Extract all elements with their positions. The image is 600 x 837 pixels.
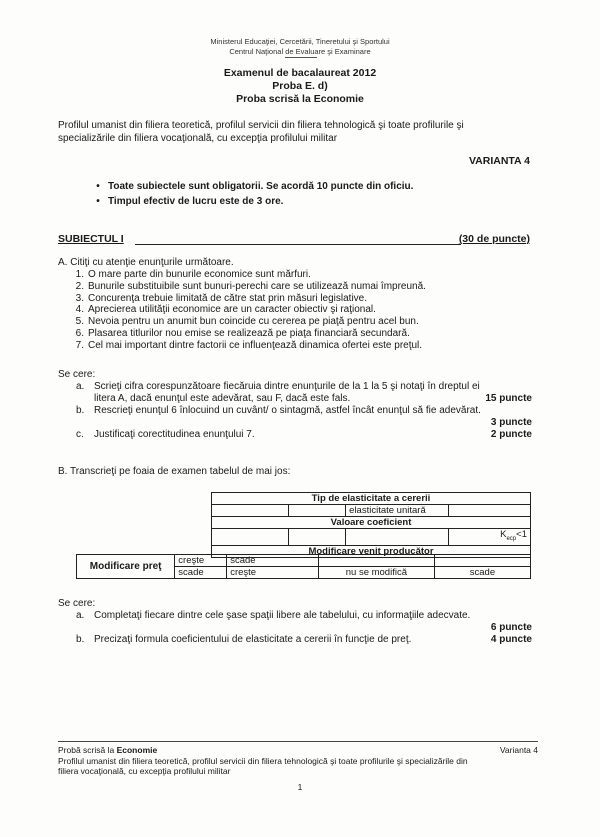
task-a-label: a. [76,381,85,392]
header-ministry: Ministerul Educaţiei, Cercetării, Tineretului şi Sportului [210,37,390,46]
header-center: Centrul Naţional de Evaluare şi Examinare [229,46,371,56]
table-row [212,529,531,546]
sectionB-tasks [58,610,532,646]
taskB-a-points: 6 puncte [490,622,532,633]
footer-divider [58,741,538,742]
sectionA-intro: A. Citiţi cu atenţie enunţurile următoare. [58,257,234,268]
table-cell-blank [212,505,289,517]
instruction-item: • Timpul efectiv de lucru este de 3 ore. [88,196,548,209]
task-c-points: 2 puncte [490,429,532,440]
taskB-a-label: a. [76,610,85,621]
task-c-line1: Justificaţi corectitudinea enunţului 7. [94,429,255,440]
sectionB-intro: B. Transcrieţi pe foaia de examen tabelul de mai jos: [58,466,291,477]
table-row-head-pret: Modificare preţ [77,555,175,579]
table-cell-blank [212,529,289,546]
instruction-item: • Toate subiectele sunt obligatorii. Se acordă 10 puncte din oficiu. [88,181,548,194]
table-cell-blank [346,529,449,546]
statement-item: 7. Cel mai important dintre factorii ce influenţează dinamica ofertei este preţul. [75,339,423,351]
variant-label: VARIANTA 4 [468,155,530,167]
taskB-a-line1: Completaţi fiecare dintre cele şase spaţii libere ale tabelului, cu informaţiile adecvate. [94,610,471,621]
exam-title: Examenul de bacalaureat 2012 [223,67,377,79]
bullet-icon: • [96,195,100,207]
table-cell: scade [227,555,319,567]
task-b-line1: Rescrieţi enunţul 6 înlocuind un cuvânt/ o sintagmă, astfel încât enunţul să fie adevărat. [94,405,481,416]
sectionA-statements [70,269,426,352]
table-cell [434,555,530,567]
bullet-icon: • [96,181,100,192]
instructions-list [88,181,548,208]
exam-subject: Proba scrisă la Economie [236,93,364,105]
table-row [212,493,531,505]
statement-item: 6. Plasarea titlurilor nou emise se realizează pe piaţa financiară secundară. [75,327,410,339]
table-cell: scade [434,567,530,579]
taskB-b-line1: Precizaţi formula coeficientului de elasticitate a cererii în funcţie de preţ. [94,634,412,645]
exam-title-block [0,67,600,106]
table-cell-blank [289,529,346,546]
task-a-line2: litera A, dacă enunţul este adevărat, sau F, dacă este fals. [94,393,351,404]
statement-item: 3. Concurenţa trebuie limitată de către stat prin măsuri legislative. [75,292,368,304]
subject1-points: (30 de puncte) [458,233,530,245]
table-cell: scade [175,567,227,579]
table-cell [318,555,434,567]
sectionA-se-cere: Se cere: [58,369,96,380]
sectionB-se-cere: Se cere: [58,598,96,609]
statement-item: 1. O mare parte din bunurile economice sunt mărfuri. [75,269,311,280]
table-row [77,555,531,567]
subject1-underline [135,244,461,245]
task-a-line1: Scrieţi cifra corespunzătoare fiecăruia dintre enunţurile de la 1 la 5 şi notaţi în dreptul ei [94,381,480,392]
table-cell-kecp: $K_{ecp}<1$ [449,529,531,546]
table-row [212,517,531,529]
task-b-label: b. [76,405,85,416]
profile-line-1: Profilul umanist din filiera teoretică, profilul servicii din filiera tehnologică şi toate profilurile şi [58,120,464,131]
table-cell: creşte [227,567,319,579]
sectionA-tasks [58,381,532,441]
footer-profile-line3: filiera vocaţională, cu excepţia profilului militar [58,766,231,776]
ministry-header [0,37,600,56]
elasticity-table-body [76,554,531,579]
profile-text [58,120,548,145]
statement-item: 5. Nevoia pentru un anumit bun coincide cu cererea pe piaţă pentru acel bun. [75,316,419,328]
table-head-valoare: Valoare coeficient [212,517,531,529]
subject1-title: SUBIECTUL I [58,233,124,245]
profile-line-2: specializările din filiera vocaţională, cu excepţia profilului militar [58,132,338,144]
footer-variant: Varianta 4 [499,745,538,755]
exam-proba: Proba E. d) [272,80,328,92]
task-c-label: c. [76,429,84,440]
footer [58,745,538,777]
footer-first-line [58,745,538,756]
task-a-points: 15 puncte [485,393,532,404]
table-cell: creşte [175,555,227,567]
table-cell: nu se modifică [318,567,434,579]
task-b-points: 3 puncte [490,417,532,428]
table-head-tip: Tip de elasticitate a cererii [212,493,531,505]
header-divider [285,57,317,58]
statement-item: 2. Bunurile substituibile sunt bunuri-perechi care se utilizează numai împreună. [75,280,426,292]
table-cell-unitara: elasticitate unitară [346,505,449,517]
footer-left-prefix: Probă scrisă la [58,745,117,755]
table-head-venit: Modificare venit producător [212,545,531,557]
statement-item: 4. Aprecierea utilităţii economice are un caracter obiectiv şi raţional. [75,304,376,316]
footer-profile-line2: Profilul umanist din filiera teoretică, profilul servicii din filiera tehnologică şi toate profilurile şi specializările din [58,755,468,766]
elasticity-table-header [211,492,531,558]
footer-left-bold: Economie [116,745,158,755]
table-cell-blank [289,505,346,517]
page-number: 1 [297,782,303,792]
table-cell-blank [449,505,531,517]
taskB-b-points: 4 puncte [490,634,532,645]
table-row [212,505,531,517]
taskB-b-label: b. [76,634,85,645]
